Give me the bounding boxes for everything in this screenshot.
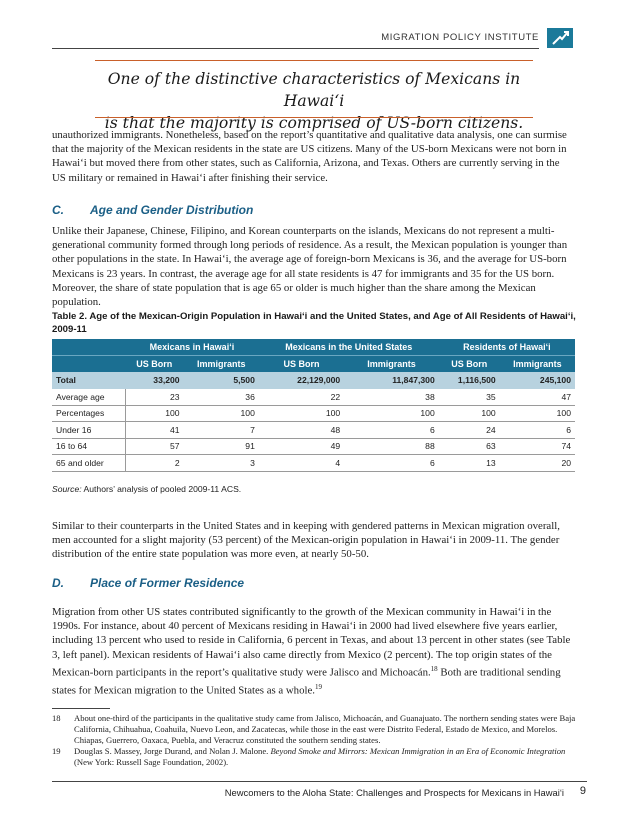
header-rule bbox=[52, 48, 539, 49]
pullquote-line-1: One of the distinctive characteristics of Mexicans in Hawai‘i bbox=[107, 70, 521, 110]
footnote-number: 18 bbox=[52, 713, 61, 723]
cell: 38 bbox=[344, 389, 439, 406]
group-header: Mexicans in the United States bbox=[259, 339, 439, 356]
footnote-text: About one-third of the participants in the qualitative study came from Jalisco, Michoacán, and Guanajuato. The northern sending states were Baja California, Chihuahua, Coahuila, Nuevo Leon, and Zacatecas, while those in the east were Distrito Federal, Estado de Mexico, and Morelos. Chiapas, Guerrero, Oaxaca, Puebla, and Veracruz constituted the southern sending states. bbox=[74, 713, 576, 745]
cell: 100 bbox=[184, 405, 259, 422]
cell: 22,129,000 bbox=[259, 372, 344, 389]
footer-title: Newcomers to the Aloha State: Challenges and Prospects for Mexicans in Hawai‘i bbox=[224, 787, 564, 798]
cell: 88 bbox=[344, 438, 439, 455]
cell: 100 bbox=[500, 405, 575, 422]
body-paragraph-2: Unlike their Japanese, Chinese, Filipino, and Korean counterparts on the islands, Mexicans do not represent a multi-generational community formed through long periods of residence. As a result, the Mexican population is younger than other populations in the state. In Hawai‘i, the average age of foreign-born Mexicans is 36, and the average for US-born Mexicans is 23 years. In contrast, the average age for all state residents is 47 for immigrants and 35 for the US born. Moreover, the share of state population that is age 65 or older is much higher than the share among the Mexican population. bbox=[52, 225, 568, 309]
cell: 33,200 bbox=[125, 372, 184, 389]
table-row bbox=[52, 389, 575, 406]
table-source bbox=[52, 484, 241, 494]
footer-rule bbox=[52, 781, 587, 782]
section-c-letter: C. bbox=[52, 203, 64, 217]
cell: 4 bbox=[259, 455, 344, 472]
footnote-19-post: (New York: Russell Sage Foundation, 2002). bbox=[74, 757, 229, 767]
cell: 57 bbox=[125, 438, 184, 455]
cell: 22 bbox=[259, 389, 344, 406]
cell: 100 bbox=[439, 405, 500, 422]
cell: 6 bbox=[344, 455, 439, 472]
cell: 48 bbox=[259, 422, 344, 439]
section-heading-c bbox=[52, 203, 253, 217]
row-label: Average age bbox=[52, 389, 125, 406]
row-label: Under 16 bbox=[52, 422, 125, 439]
table-corner bbox=[52, 339, 125, 356]
section-c-title: Age and Gender Distribution bbox=[90, 203, 254, 217]
cell: 3 bbox=[184, 455, 259, 472]
table-row bbox=[52, 455, 575, 472]
cell: 47 bbox=[500, 389, 575, 406]
footnote-18 bbox=[52, 713, 577, 746]
section-d-letter: D. bbox=[52, 576, 64, 590]
subheader: US Born bbox=[259, 356, 344, 373]
subheader: US Born bbox=[439, 356, 500, 373]
cell: 36 bbox=[184, 389, 259, 406]
cell: 100 bbox=[344, 405, 439, 422]
cell: 23 bbox=[125, 389, 184, 406]
subheader: US Born bbox=[125, 356, 184, 373]
footnote-ref-19[interactable]: 19 bbox=[314, 682, 322, 691]
table-row bbox=[52, 372, 575, 389]
section-d-title: Place of Former Residence bbox=[90, 576, 245, 590]
page-number: 9 bbox=[579, 785, 586, 797]
cell: 91 bbox=[184, 438, 259, 455]
body-paragraph-4 bbox=[52, 605, 574, 697]
footnote-number: 19 bbox=[52, 746, 61, 756]
cell: 41 bbox=[125, 422, 184, 439]
header-org-name: MIGRATION POLICY INSTITUTE bbox=[381, 32, 539, 43]
cell: 5,500 bbox=[184, 372, 259, 389]
group-header: Mexicans in Hawai‘i bbox=[125, 339, 259, 356]
pullquote bbox=[95, 68, 533, 134]
cell: 6 bbox=[344, 422, 439, 439]
subheader: Immigrants bbox=[344, 356, 439, 373]
table-corner-sub bbox=[52, 356, 125, 373]
cell: 63 bbox=[439, 438, 500, 455]
source-label: Source: bbox=[52, 484, 82, 494]
footnote-text bbox=[74, 746, 577, 768]
mpi-logo-icon bbox=[547, 28, 573, 48]
cell: 6 bbox=[500, 422, 575, 439]
section-heading-d bbox=[52, 576, 244, 590]
body-paragraph-1: unauthorized immigrants. Nonetheless, based on the report’s quantitative and qualitative data analysis, one can surmise that the majority of the Mexican residents in the state are US citizens. Many of the US-born Mexicans were not born in Hawai‘i but moved there from other states, such as California, Arizona, and Texas. Others are currently serving in the US military or remained in Hawai‘i after finishing their service. bbox=[52, 129, 567, 184]
footnote-rule bbox=[52, 708, 110, 709]
footnote-19 bbox=[52, 746, 577, 768]
footnote-19-title: Beyond Smoke and Mirrors: Mexican Immigration in an Era of Economic Integration bbox=[270, 746, 566, 756]
row-label: 65 and older bbox=[52, 455, 125, 472]
table-row bbox=[52, 422, 575, 439]
paragraph-4-text-cont: Both are traditional sending states for Mexican migration to the United States as a whole. bbox=[52, 666, 561, 697]
row-label: Total bbox=[52, 372, 125, 389]
page-header bbox=[52, 28, 587, 50]
row-label: 16 to 64 bbox=[52, 438, 125, 455]
table-row bbox=[52, 438, 575, 455]
table-row bbox=[52, 405, 575, 422]
pullquote-line-2: is that the majority is comprised of US-born citizens. bbox=[104, 114, 524, 132]
cell: 245,100 bbox=[500, 372, 575, 389]
subheader: Immigrants bbox=[184, 356, 259, 373]
cell: 74 bbox=[500, 438, 575, 455]
cell: 20 bbox=[500, 455, 575, 472]
group-header: Residents of Hawai‘i bbox=[439, 339, 575, 356]
cell: 49 bbox=[259, 438, 344, 455]
pullquote-bottom-rule bbox=[95, 117, 533, 118]
pullquote-top-rule bbox=[95, 60, 533, 61]
source-text: Authors’ analysis of pooled 2009-11 ACS. bbox=[81, 484, 242, 494]
cell: 100 bbox=[125, 405, 184, 422]
cell: 7 bbox=[184, 422, 259, 439]
table-caption: Table 2. Age of the Mexican-Origin Population in Hawai‘i and the United States, and Age of All Residents of Hawai‘i, 2009-11 bbox=[52, 311, 576, 335]
cell: 35 bbox=[439, 389, 500, 406]
cell: 11,847,300 bbox=[344, 372, 439, 389]
body-paragraph-3: Similar to their counterparts in the United States and in keeping with gendered patterns in Mexican migration overall, men accounted for a slight majority (53 percent) of the Mexican-origin population in Hawai‘i in 2009-11. The gender distribution of the entire state population was more even, at nearly 50-50. bbox=[52, 520, 560, 561]
cell: 2 bbox=[125, 455, 184, 472]
cell: 1,116,500 bbox=[439, 372, 500, 389]
row-label: Percentages bbox=[52, 405, 125, 422]
subheader: Immigrants bbox=[500, 356, 575, 373]
footnotes bbox=[52, 713, 577, 768]
footnote-19-pre: Douglas S. Massey, Jorge Durand, and Nolan J. Malone. bbox=[74, 746, 271, 756]
age-table bbox=[52, 339, 575, 472]
paragraph-4-text: Migration from other US states contributed significantly to the growth of the Mexican community in Hawai‘i in the 1990s. For instance, about 40 percent of Mexicans residing in Hawai‘i in 2000 had lived elsewhere five years earlier, including 13 percent who used to reside in California, 6 percent in Texas, and about 13 percent in other states (see Table 3, left panel). Mexican residents of Hawai‘i also came directly from Mexico (2 percent). The top origin states of the Mexican-born participants in the report’s qualitative study were Jalisco and Michoacán. bbox=[52, 606, 571, 679]
cell: 100 bbox=[259, 405, 344, 422]
cell: 13 bbox=[439, 455, 500, 472]
cell: 24 bbox=[439, 422, 500, 439]
footnote-ref-18[interactable]: 18 bbox=[430, 664, 438, 673]
